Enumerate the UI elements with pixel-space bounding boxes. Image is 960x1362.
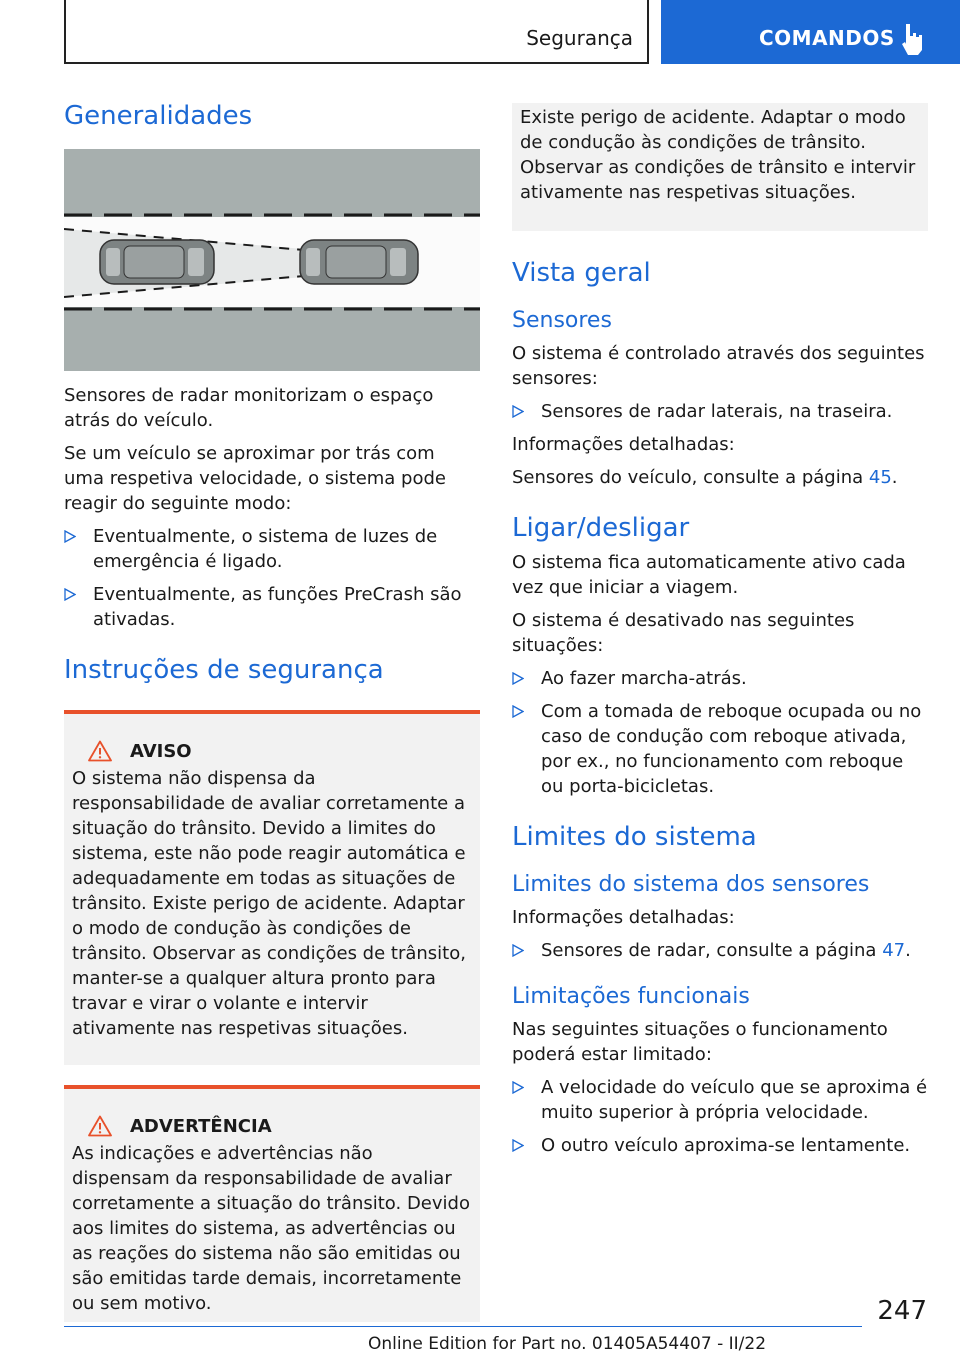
- list-item-text: Eventualmente, o sistema de luzes de emergência é ligado.: [93, 526, 438, 572]
- warning-box-advertencia: [64, 1085, 480, 1322]
- func-limits-text: Nas seguintes situações o funcionamento poderá estar limitado:: [512, 1019, 888, 1065]
- sensors-reference: [512, 465, 928, 490]
- list-item-text: Sensores de radar, consulte a página: [541, 940, 883, 961]
- header-section-box: [64, 0, 649, 64]
- edition-text: Online Edition for Part no. 01405A54407 - II/22: [368, 1334, 767, 1354]
- list-item-text: Eventualmente, as funções PreCrash são ativadas.: [93, 584, 462, 630]
- sensors-text: O sistema é controlado através dos seguintes sensores:: [512, 343, 925, 389]
- section-title-safety: Instruções de segurança: [64, 655, 384, 685]
- reaction-text: Se um veículo se aproximar por trás com uma respetiva velocidade, o sistema pode reagir do seguinte modo:: [64, 443, 446, 514]
- bullet-triangle-icon: [512, 944, 524, 957]
- warning-continuation-text: Existe perigo de acidente. Adaptar o modo de condução às condições de trânsito. Observar as condições de trânsito e intervir ativamente nas respetivas situações.: [520, 107, 916, 203]
- list-item-text: Com a tomada de reboque ocupada ou no caso de condução com reboque ativada, por ex., no funcionamento com reboque ou porta-bicicletas.: [541, 701, 922, 797]
- section-title-overview: Vista geral: [512, 258, 651, 288]
- subsection-title-functional-limits: Limitações funcionais: [512, 984, 750, 1009]
- section-title-general: Generalidades: [64, 101, 253, 131]
- right-column: [512, 103, 928, 1158]
- func-limits-list: [512, 1075, 928, 1158]
- list-item-text: A velocidade do veículo que se aproxima é muito superior à própria velocidade.: [541, 1077, 928, 1123]
- bullet-triangle-icon: [64, 588, 76, 601]
- warning-continuation-box: [512, 103, 928, 231]
- list-item-text: Ao fazer marcha-atrás.: [541, 668, 747, 689]
- header-chapter-label: COMANDOS: [759, 26, 895, 50]
- reference-text: Sensores do veículo, consulte a página: [512, 467, 869, 488]
- details-label: Informações detalhadas:: [512, 434, 735, 455]
- bullet-triangle-icon: [512, 405, 524, 418]
- bullet-triangle-icon: [512, 705, 524, 718]
- bullet-triangle-icon: [512, 1139, 524, 1152]
- list-item: [512, 699, 928, 799]
- page-link-45[interactable]: 45: [868, 467, 892, 488]
- warning-text: O sistema não dispensa da responsabilidade de avaliar corretamente a situação do trânsito. Devido a limites do sistema, este não pode reagir automática e adequadamente em todas as situações de trânsito. Existe perigo de acidente. Adaptar o modo de condução às condições de trânsito. Observar as condições de trânsito, manter-se a qualquer altura pronto para travar e virar o volante e intervir ativamente nas respetivas situações.: [72, 768, 466, 1039]
- warning-triangle-icon: [88, 1115, 112, 1137]
- bullet-triangle-icon: [512, 672, 524, 685]
- list-item: [512, 1075, 928, 1125]
- sensor-limits-details: Informações detalhadas:: [512, 907, 735, 928]
- page-link-47[interactable]: 47: [882, 940, 906, 961]
- warning-title: ADVERTÊNCIA: [130, 1115, 272, 1137]
- bullet-triangle-icon: [64, 530, 76, 543]
- sensors-list: [512, 399, 928, 424]
- warning-title: AVISO: [130, 740, 192, 762]
- warning-triangle-icon: [88, 740, 112, 762]
- onoff-list: [512, 666, 928, 799]
- list-item: [512, 399, 928, 424]
- footer-divider: [64, 1326, 862, 1327]
- subsection-title-sensor-limits: Limites do sistema dos sensores: [512, 872, 870, 897]
- subsection-title-sensors: Sensores: [512, 308, 612, 333]
- list-item: [64, 582, 480, 632]
- list-item-text: O outro veículo aproxima-se lentamente.: [541, 1135, 911, 1156]
- intro-text: Sensores de radar monitorizam o espaço atrás do veículo.: [64, 385, 434, 431]
- reaction-list: [64, 524, 480, 632]
- sensor-limits-list: [512, 938, 928, 963]
- pointing-hand-icon: [897, 22, 927, 56]
- warning-text: As indicações e advertências não dispensam da responsabilidade de avaliar corretamente a situação do trânsito. Devido aos limites do sistema, as advertências ou as reações do sistema não são emitidas ou são emitidas tarde demais, incorretamente ou sem motivo.: [72, 1143, 470, 1314]
- list-item: [512, 666, 928, 691]
- section-title-limits: Limites do sistema: [512, 822, 757, 852]
- list-item: [512, 1133, 928, 1158]
- left-column: [64, 100, 480, 1322]
- warning-heading: [72, 1115, 472, 1137]
- list-item-text: Sensores de radar laterais, na traseira.: [541, 401, 893, 422]
- reference-end: .: [891, 467, 898, 488]
- page-number: 247: [877, 1296, 927, 1326]
- warning-box-aviso: [64, 710, 480, 1065]
- reference-end: .: [905, 940, 911, 961]
- radar-illustration: [64, 149, 480, 371]
- onoff-text-1: O sistema fica automaticamente ativo cada vez que iniciar a viagem.: [512, 552, 906, 598]
- section-title-onoff: Ligar/desligar: [512, 513, 690, 543]
- header-section-title: Segurança: [526, 26, 633, 50]
- warning-heading: [72, 740, 472, 762]
- list-item: [512, 938, 928, 963]
- onoff-text-2: O sistema é desativado nas seguintes situações:: [512, 610, 855, 656]
- list-item: [64, 524, 480, 574]
- bullet-triangle-icon: [512, 1081, 524, 1094]
- header-chapter-tab[interactable]: [661, 0, 960, 64]
- radar-diagram: [64, 149, 480, 371]
